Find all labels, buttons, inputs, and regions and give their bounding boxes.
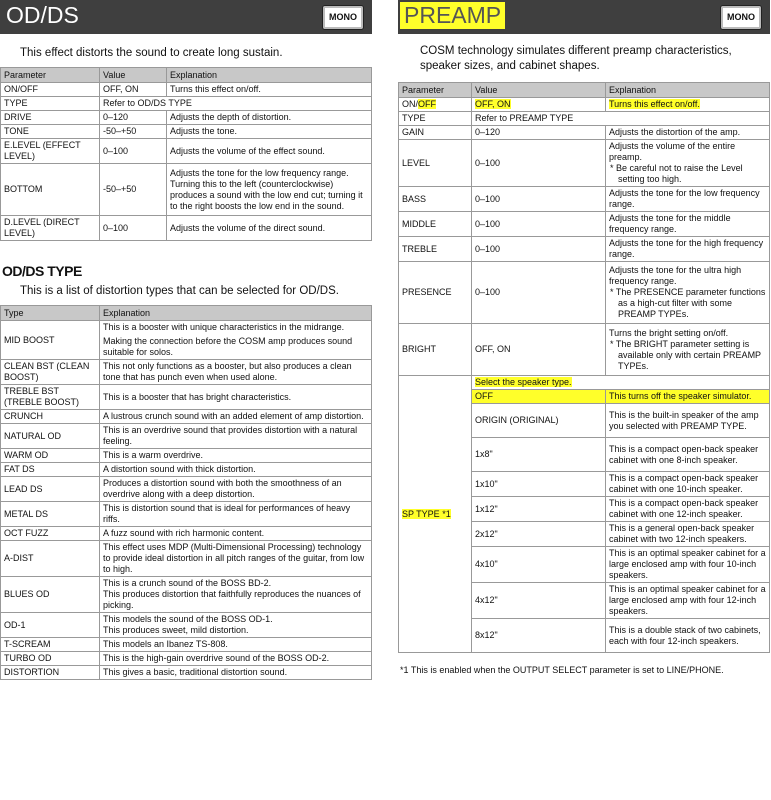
sp-option-explanation xyxy=(606,404,770,438)
sp-option-explanation xyxy=(606,438,770,472)
explanation-text: Adjusts the tone for the low frequency range. xyxy=(609,188,760,209)
explanation-text: A distortion sound with thick distortion. xyxy=(103,464,256,474)
explanation-text: Produces a distortion sound with both the smoothness of an overdrive along with a deep distortion. xyxy=(103,478,342,499)
note-text: * Be careful not to raise the Level setting too high. xyxy=(610,163,743,184)
sp-option-value xyxy=(472,472,606,497)
value-cell xyxy=(472,98,606,112)
explanation-text: This models an Ibanez TS-808. xyxy=(103,639,228,649)
table-row xyxy=(1,139,372,164)
value-text: 0–100 xyxy=(475,157,501,168)
value-cell: -50–+50 xyxy=(100,125,167,139)
param-cell xyxy=(399,237,472,262)
explanation-text: Adjusts the tone for the ultra high frequency range. xyxy=(609,265,742,286)
type-cell: CRUNCH xyxy=(1,410,100,424)
header-explanation: Explanation xyxy=(100,306,372,321)
table-row xyxy=(399,324,770,376)
table-row xyxy=(399,126,770,140)
value-cell xyxy=(472,126,606,140)
value-text: OFF, ON xyxy=(475,344,511,354)
explanation-text: Adjusts the tone for the middle frequency range. xyxy=(609,213,731,234)
explanation-cell xyxy=(100,410,372,424)
sp-option-value-text: 1x12" xyxy=(475,503,498,514)
preamp-title: PREAMP xyxy=(400,2,505,29)
explanation-cell xyxy=(606,140,770,187)
explanation-text: This is a crunch sound of the BOSS BD-2. xyxy=(103,578,272,588)
table-row xyxy=(399,237,770,262)
explanation-text: Turns this effect on/off. xyxy=(170,84,261,94)
sp-option-explanation-text: This is a general open-back speaker cabinet with two 12-inch speakers. xyxy=(609,523,755,544)
explanation-cell xyxy=(606,262,770,324)
sp-option-explanation-text: This is an optimal speaker cabinet for a large enclosed amp with four 10-inch speakers. xyxy=(609,548,766,580)
param-cell: TYPE xyxy=(1,97,100,111)
explanation-cell xyxy=(100,385,372,410)
table-row xyxy=(1,463,372,477)
sp-option-explanation xyxy=(606,472,770,497)
explanation-cell xyxy=(100,463,372,477)
od-ds-header xyxy=(0,0,372,34)
explanation-text: Adjusts the tone for the low frequency range. Turning this to the left (counterclockwise) produces a sound with the low end cut; turning it to the right boosts the low end in the sound. xyxy=(170,167,363,211)
param-cell xyxy=(399,112,472,126)
header-parameter: Parameter xyxy=(1,68,100,83)
od-ds-description: This effect distorts the sound to create long sustain. xyxy=(20,47,283,59)
sp-option-value xyxy=(472,547,606,583)
param-cell xyxy=(399,262,472,324)
explanation-text: Adjusts the tone for the high frequency range. xyxy=(609,238,764,259)
explanation-text: Adjusts the tone. xyxy=(170,126,238,136)
table-row xyxy=(1,666,372,680)
sp-option-value-text: 2x12" xyxy=(475,528,498,539)
type-cell: LEAD DS xyxy=(1,477,100,502)
preamp-description: COSM technology simulates different preamp characteristics, speaker sizes, and cabinet shapes. xyxy=(420,45,732,72)
value-cell xyxy=(472,324,606,376)
param-cell: E.LEVEL (EFFECT LEVEL) xyxy=(1,139,100,164)
explanation-text: This is a warm overdrive. xyxy=(103,450,204,460)
header-type: Type xyxy=(1,306,100,321)
param-cell: TONE xyxy=(1,125,100,139)
explanation-text: This not only functions as a booster, but also produces a clean tone that has punch even when used alone. xyxy=(103,361,352,382)
table-row xyxy=(399,98,770,112)
table-row xyxy=(1,424,372,449)
param-text: TREBLE xyxy=(402,243,438,254)
explanation-cell xyxy=(100,652,372,666)
sp-option-value xyxy=(472,583,606,619)
explanation-cell xyxy=(100,502,372,527)
explanation-text: This gives a basic, traditional distortion sound. xyxy=(103,667,288,677)
table-row xyxy=(1,577,372,613)
explanation-cell xyxy=(100,477,372,502)
type-cell: TURBO OD xyxy=(1,652,100,666)
explanation-cell xyxy=(167,111,372,125)
od-ds-section xyxy=(0,0,372,680)
param-text: BRIGHT xyxy=(402,344,437,354)
sp-option-value xyxy=(472,619,606,653)
type-cell: NATURAL OD xyxy=(1,424,100,449)
table-header-row xyxy=(1,68,372,83)
param-text: PRESENCE xyxy=(402,287,452,297)
sp-option-value xyxy=(472,497,606,522)
sp-option-explanation xyxy=(606,619,770,653)
explanation-text: This models the sound of the BOSS OD-1. xyxy=(103,614,273,624)
param-cell: DRIVE xyxy=(1,111,100,125)
param-cell xyxy=(399,324,472,376)
explanation-cell xyxy=(606,324,770,376)
sp-option-explanation xyxy=(606,583,770,619)
explanation-cell xyxy=(606,187,770,212)
table-row xyxy=(1,652,372,666)
sp-option-value-text: 8x12" xyxy=(475,630,498,640)
table-row xyxy=(1,410,372,424)
value-text: 0–100 xyxy=(475,193,501,204)
table-row xyxy=(1,449,372,463)
type-cell: BLUES OD xyxy=(1,577,100,613)
explanation-text: Adjusts the volume of the entire preamp. xyxy=(609,141,736,162)
explanation-text: Adjusts the distortion of the amp. xyxy=(609,127,741,137)
table-row xyxy=(1,125,372,139)
explanation-text: Turns this effect on/off. xyxy=(609,99,700,109)
explanation-cell xyxy=(100,321,372,360)
sp-option-value-text: 1x10" xyxy=(475,478,498,489)
param-cell: BOTTOM xyxy=(1,164,100,216)
param-cell xyxy=(399,140,472,187)
param-text: BASS xyxy=(402,193,427,204)
sp-option-explanation xyxy=(606,497,770,522)
explanation-cell xyxy=(167,164,372,216)
explanation-cell xyxy=(606,126,770,140)
explanation-text: This produces sweet, mild distortion. xyxy=(103,625,249,635)
explanation-text: Turns the bright setting on/off. xyxy=(609,327,729,338)
sp-option-value xyxy=(472,390,606,404)
sp-option-explanation xyxy=(606,522,770,547)
explanation-text: This is distortion sound that is ideal for performances of heavy riffs. xyxy=(103,503,351,524)
table-row xyxy=(1,502,372,527)
explanation-text: This effect uses MDP (Multi-Dimensional Processing) technology to provide ideal distortion in all pitch ranges of the guitar, from low to high. xyxy=(103,542,365,574)
param-cell xyxy=(399,98,472,112)
sp-option-explanation-text: This is the built-in speaker of the amp you selected with PREAMP TYPE. xyxy=(609,409,759,431)
table-row xyxy=(1,111,372,125)
header-explanation: Explanation xyxy=(606,83,770,98)
sp-option-explanation-text: This turns off the speaker simulator. xyxy=(609,391,752,401)
type-cell: OD-1 xyxy=(1,613,100,638)
explanation-cell xyxy=(100,527,372,541)
table-row xyxy=(399,112,770,126)
value-text: 0–100 xyxy=(475,243,501,254)
table-row xyxy=(1,83,372,97)
value-cell xyxy=(472,212,606,237)
type-cell: T-SCREAM xyxy=(1,638,100,652)
type-cell: DISTORTION xyxy=(1,666,100,680)
explanation-cell xyxy=(100,449,372,463)
table-row xyxy=(1,360,372,385)
explanation-text: This is the high-gain overdrive sound of the BOSS OD-2. xyxy=(103,653,330,663)
select-speaker-cell xyxy=(472,376,770,390)
type-cell: A-DIST xyxy=(1,541,100,577)
mono-badge: MONO xyxy=(322,5,364,30)
sp-option-explanation xyxy=(606,390,770,404)
type-cell: TREBLE BST (TREBLE BOOST) xyxy=(1,385,100,410)
preamp-header xyxy=(398,0,770,34)
param-cell xyxy=(399,126,472,140)
explanation-cell xyxy=(100,666,372,680)
explanation-cell xyxy=(167,83,372,97)
param-cell: ON/OFF xyxy=(1,83,100,97)
header-value: Value xyxy=(100,68,167,83)
explanation-cell xyxy=(167,216,372,241)
explanation-cell xyxy=(100,638,372,652)
table-row xyxy=(1,541,372,577)
table-header-row xyxy=(399,83,770,98)
table-row xyxy=(1,97,372,111)
type-cell: OCT FUZZ xyxy=(1,527,100,541)
explanation-cell xyxy=(606,98,770,112)
value-cell xyxy=(472,187,606,212)
explanation-text: A fuzz sound with rich harmonic content. xyxy=(103,528,265,538)
value-cell: Refer to OD/DS TYPE xyxy=(100,97,372,111)
sp-option-explanation-text: This is an optimal speaker cabinet for a large enclosed amp with four 12-inch speakers. xyxy=(609,584,766,616)
type-cell: CLEAN BST (CLEAN BOOST) xyxy=(1,360,100,385)
table-row xyxy=(399,376,770,390)
footnote: *1 This is enabled when the OUTPUT SELECT parameter is set to LINE/PHONE. xyxy=(400,665,724,675)
table-row xyxy=(1,638,372,652)
param-cell: D.LEVEL (DIRECT LEVEL) xyxy=(1,216,100,241)
table-row xyxy=(1,164,372,216)
sp-type-label: SP TYPE *1 xyxy=(402,508,451,519)
note-text: * The BRIGHT parameter setting is available only with certain PREAMP TYPEs. xyxy=(610,338,761,371)
explanation-cell xyxy=(606,212,770,237)
explanation-text: A lustrous crunch sound with an added element of amp distortion. xyxy=(103,411,364,421)
explanation-text: This is a booster that has bright characteristics. xyxy=(103,391,292,402)
table-row xyxy=(1,385,372,410)
param-cell xyxy=(399,212,472,237)
value-cell xyxy=(472,262,606,324)
table-row xyxy=(1,477,372,502)
value-cell xyxy=(472,237,606,262)
explanation-text: Making the connection before the COSM amp produces sound suitable for solos. xyxy=(103,336,353,357)
param-text-highlight: OFF xyxy=(418,99,437,109)
type-cell: MID BOOST xyxy=(1,321,100,360)
value-cell: 0–100 xyxy=(100,216,167,241)
sp-option-value-text: 1x8" xyxy=(475,449,493,459)
sp-option-value-text: OFF xyxy=(475,391,493,401)
explanation-cell xyxy=(100,577,372,613)
param-text: GAIN xyxy=(402,127,425,137)
table-row xyxy=(399,262,770,324)
value-cell: 0–120 xyxy=(100,111,167,125)
value-cell: OFF, ON xyxy=(100,83,167,97)
param-text: LEVEL xyxy=(402,157,431,168)
header-parameter: Parameter xyxy=(399,83,472,98)
od-ds-type-table xyxy=(0,305,372,680)
sp-option-explanation-text: This is a compact open-back speaker cabinet with one 8-inch speaker. xyxy=(609,443,759,465)
explanation-text: Adjusts the volume of the direct sound. xyxy=(170,222,326,233)
explanation-cell xyxy=(167,125,372,139)
sp-option-explanation-text: This is a compact open-back speaker cabinet with one 12-inch speaker. xyxy=(609,498,759,519)
sp-option-value-text: 4x10" xyxy=(475,559,498,569)
explanation-cell xyxy=(100,360,372,385)
value-text: 0–100 xyxy=(475,287,501,297)
explanation-text: This produces distortion that faithfully reproduces the nuances of picking. xyxy=(103,589,361,610)
value-cell xyxy=(472,140,606,187)
select-speaker-text: Select the speaker type. xyxy=(475,377,572,387)
type-cell: WARM OD xyxy=(1,449,100,463)
mono-badge: MONO xyxy=(720,5,762,30)
explanation-cell xyxy=(606,237,770,262)
preamp-section xyxy=(398,0,770,675)
type-cell: FAT DS xyxy=(1,463,100,477)
table-row xyxy=(1,216,372,241)
od-ds-type-description: This is a list of distortion types that can be selected for OD/DS. xyxy=(20,285,339,297)
sp-option-value-text: ORIGIN (ORIGINAL) xyxy=(475,415,559,425)
value-text: Refer to PREAMP TYPE xyxy=(475,113,574,123)
table-row xyxy=(399,140,770,187)
table-row xyxy=(399,212,770,237)
sp-option-explanation xyxy=(606,547,770,583)
header-explanation: Explanation xyxy=(167,68,372,83)
sp-type-param-cell xyxy=(399,376,472,653)
table-row xyxy=(1,613,372,638)
param-cell xyxy=(399,187,472,212)
param-text: ON/ xyxy=(402,99,419,109)
param-text: TYPE xyxy=(402,113,426,123)
sp-option-value xyxy=(472,404,606,438)
od-ds-parameter-table xyxy=(0,67,372,241)
sp-option-explanation-text: This is a compact open-back speaker cabinet with one 10-inch speaker. xyxy=(609,473,759,494)
explanation-text: This is a booster with unique characteristics in the midrange. xyxy=(103,322,345,332)
value-text: OFF, ON xyxy=(475,99,511,109)
explanation-cell xyxy=(100,613,372,638)
param-text: MIDDLE xyxy=(402,218,437,229)
sp-option-value xyxy=(472,438,606,472)
value-cell xyxy=(472,112,770,126)
explanation-cell xyxy=(100,541,372,577)
table-header-row xyxy=(1,306,372,321)
sp-option-value-text: 4x12" xyxy=(475,595,498,605)
od-ds-type-title: OD/DS TYPE xyxy=(2,263,82,279)
explanation-text: Adjusts the volume of the effect sound. xyxy=(170,145,325,156)
value-cell: -50–+50 xyxy=(100,164,167,216)
explanation-text: This is an overdrive sound that provides distortion with a natural feeling. xyxy=(103,425,358,446)
explanation-text: Adjusts the depth of distortion. xyxy=(170,112,292,122)
table-row xyxy=(399,187,770,212)
explanation-cell xyxy=(100,424,372,449)
preamp-parameter-table xyxy=(398,82,770,653)
od-ds-title: OD/DS xyxy=(6,2,79,28)
table-row xyxy=(1,527,372,541)
value-cell: 0–100 xyxy=(100,139,167,164)
sp-option-value xyxy=(472,522,606,547)
table-row xyxy=(1,321,372,360)
header-value: Value xyxy=(472,83,606,98)
explanation-cell xyxy=(167,139,372,164)
note-text: * The PRESENCE parameter functions as a high-cut filter with some PREAMP TYPEs. xyxy=(610,287,766,319)
value-text: 0–100 xyxy=(475,218,501,229)
value-text: 0–120 xyxy=(475,127,501,137)
sp-option-explanation-text: This is a double stack of two cabinets, each with four 12-inch speakers. xyxy=(609,624,761,646)
type-cell: METAL DS xyxy=(1,502,100,527)
